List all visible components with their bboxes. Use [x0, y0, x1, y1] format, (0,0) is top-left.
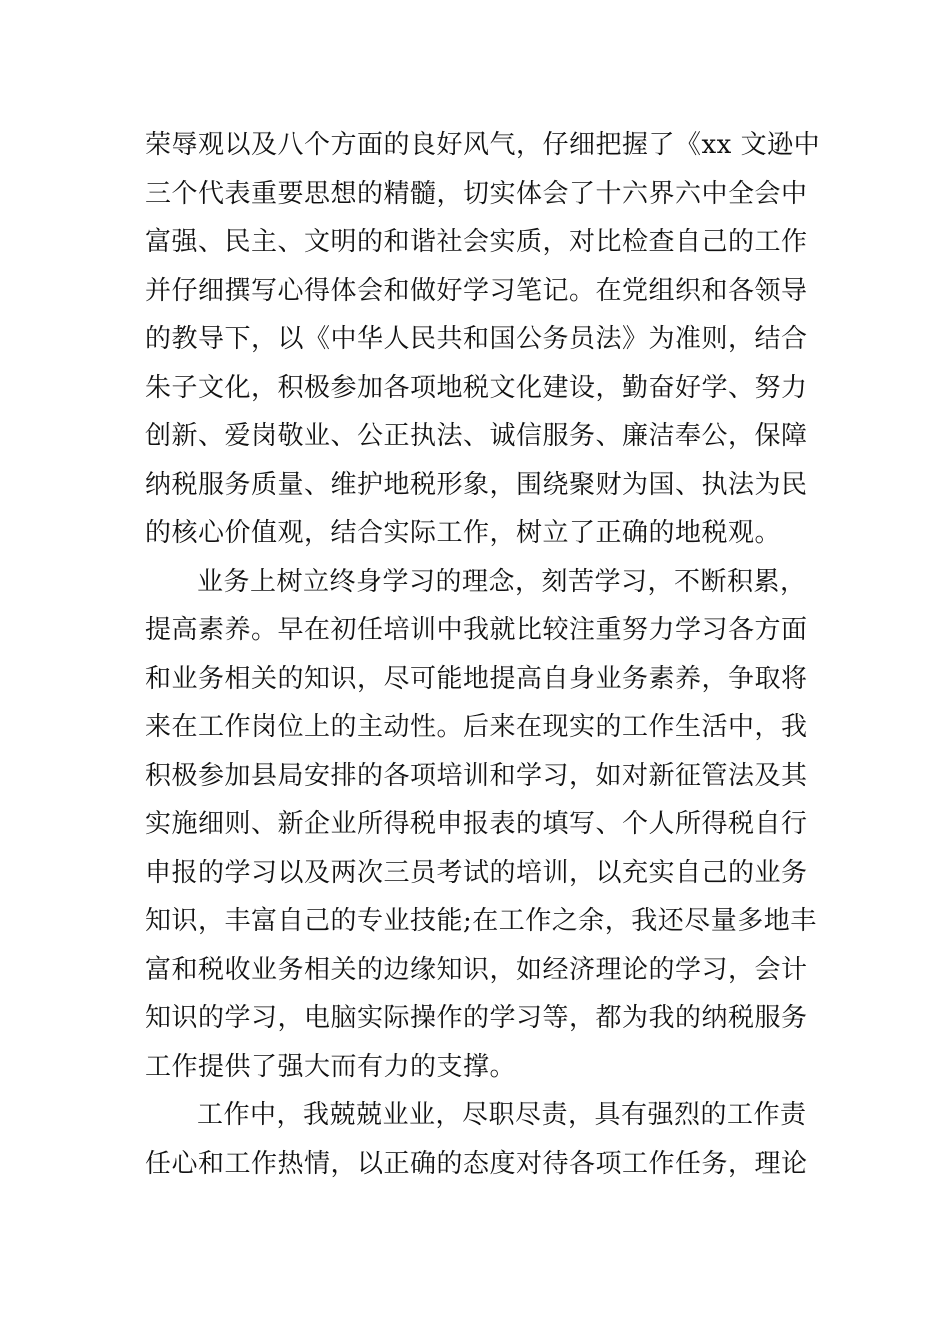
document-body [145, 121, 821, 1188]
text-line: 工作提供了强大而有力的支撑。 [145, 1051, 517, 1082]
paragraph-first-line: 业务上树立终身学习的理念，刻苦学习，不断积累， [197, 566, 807, 597]
text-line: 积极参加县局安排的各项培训和学习，如对新征管法及其 [145, 760, 808, 791]
text-line: 三个代表重要思想的精髓，切实体会了十六界六中全会中 [145, 178, 808, 209]
text-line: 知识的学习，电脑实际操作的学习等，都为我的纳税服务 [145, 1003, 808, 1033]
text-line: 提高素养。早在初任培训中我就比较注重努力学习各方面 [145, 615, 808, 645]
text-line: 富和税收业务相关的边缘知识，如经济理论的学习，会计 [145, 954, 808, 985]
text-line: 任心和工作热情，以正确的态度对待各项工作任务，理论 [145, 1148, 808, 1179]
text-line: 纳税服务质量、维护地税形象，围绕聚财为国、执法为民 [145, 469, 808, 500]
text-line: 并仔细撰写心得体会和做好学习笔记。在党组织和各领导 [145, 275, 808, 306]
text-line: 和业务相关的知识，尽可能地提高自身业务素养，争取将 [145, 663, 808, 694]
text-line: 实施细则、新企业所得税申报表的填写、个人所得税自行 [145, 809, 808, 839]
text-line: 来在工作岗位上的主动性。后来在现实的工作生活中，我 [145, 712, 808, 742]
text-line: 申报的学习以及两次三员考试的培训，以充实自己的业务 [145, 857, 808, 888]
text-line: 知识，丰富自己的专业技能;在工作之余，我还尽量多地丰 [145, 906, 817, 936]
text-line: 朱子文化，积极参加各项地税文化建设，勤奋好学、努力 [145, 372, 808, 403]
text-line: 创新、爱岗敬业、公正执法、诚信服务、廉洁奉公，保障 [145, 421, 808, 451]
text-line: 富强、民主、文明的和谐社会实质，对比检查自己的工作 [145, 227, 808, 257]
paragraph-first-line: 工作中，我兢兢业业，尽职尽责，具有强烈的工作责 [197, 1100, 807, 1130]
text-line: 的核心价值观，结合实际工作，树立了正确的地税观。 [145, 518, 782, 548]
text-line: 的教导下，以《中华人民共和国公务员法》为准则，结合 [145, 324, 808, 354]
text-line: 荣辱观以及八个方面的良好风气，仔细把握了《xx 文逊中 [145, 130, 821, 160]
